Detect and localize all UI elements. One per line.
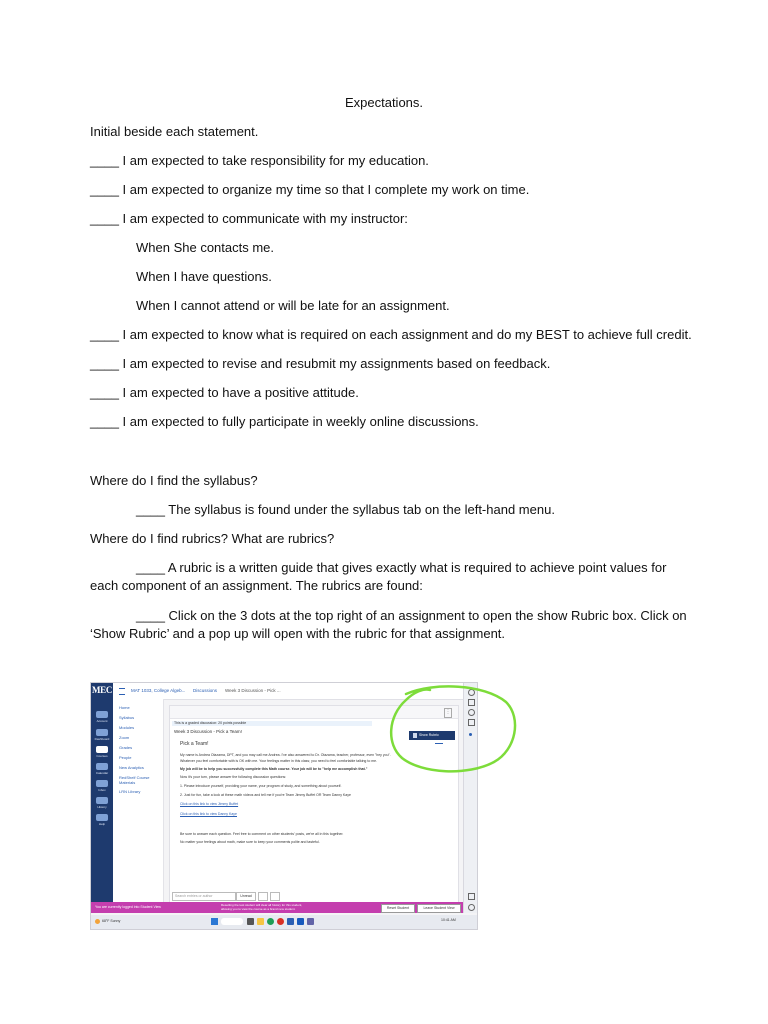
- course-menu-item[interactable]: LRN Library: [119, 789, 141, 794]
- account-icon[interactable]: [96, 711, 108, 718]
- dashboard-icon[interactable]: [96, 729, 108, 736]
- student-view-status: You are currently logged into Student View: [95, 905, 161, 909]
- student-view-message: Resetting the test student will clear all history for this student, allowing you to view the course as a brand new student.: [221, 903, 303, 911]
- body-line: My job will be to help you successfully complete this Math course. Your job will be to "help me accomplish that.": [180, 767, 368, 771]
- settings-icon[interactable]: [468, 904, 475, 911]
- nav-label: History: [97, 805, 107, 809]
- course-menu-item[interactable]: Grades: [119, 745, 133, 750]
- question-rubrics: Where do I find rubrics? What are rubrics?: [90, 531, 335, 546]
- folder-icon[interactable]: [257, 918, 264, 925]
- body-line: My name is Andrea Olazama, DPT, and you may call me Andrea. I've also answered to Dr. Olazama, teacher, professor, even "hey you".: [180, 753, 391, 757]
- taskview-icon[interactable]: [247, 918, 254, 925]
- global-nav: [91, 683, 113, 913]
- nav-label: Inbox: [98, 788, 106, 792]
- course-menu-item[interactable]: Modules: [119, 725, 135, 730]
- sub-item: When I cannot attend or will be late for an assignment.: [136, 298, 450, 313]
- show-rubric-label[interactable]: Show Rubric: [419, 733, 439, 737]
- statement-requirements: ____ I am expected to know what is required on each assignment and do my BEST to achieve full credit.: [90, 327, 692, 342]
- body-line: Whatever you feel comfortable with is OK with me. Your feelings matter in this class; you need to feel comfortable talking to me.: [180, 759, 378, 763]
- answer-rubric-line2: each component of an assignment. The rubrics are found:: [90, 578, 423, 593]
- breadcrumb-current: Week 3 Discussion - Pick ...: [225, 688, 281, 693]
- student-view-bar: [91, 902, 463, 913]
- course-menu-item[interactable]: Home: [119, 705, 130, 710]
- hamburger-icon[interactable]: [119, 688, 125, 695]
- answer-syllabus: ____ The syllabus is found under the syllabus tab on the left-hand menu.: [136, 502, 555, 517]
- video-link[interactable]: Click on this link to view Jimmy Buffet: [180, 802, 239, 806]
- statement-responsibility: ____ I am expected to take responsibility for my education.: [90, 153, 429, 168]
- course-menu: [113, 699, 164, 913]
- calendar-icon[interactable]: [96, 763, 108, 770]
- sub-item: When I have questions.: [136, 269, 272, 284]
- clock: 10:41 AM: [441, 918, 456, 922]
- discussion-heading: Pick a Team!: [180, 741, 209, 747]
- history-icon[interactable]: [96, 797, 108, 804]
- breadcrumb-course[interactable]: MAT 1033, College Algeb...: [131, 688, 186, 693]
- intro-text: Initial beside each statement.: [90, 124, 259, 139]
- taskbar-search-icon[interactable]: [221, 918, 243, 925]
- nav-label: Help: [98, 822, 106, 826]
- reset-student-button[interactable]: Reset Student: [381, 904, 415, 913]
- collapse-icon[interactable]: [270, 892, 280, 901]
- course-menu-item[interactable]: Zoom: [119, 735, 130, 740]
- word-icon[interactable]: [297, 918, 304, 925]
- windows-start-icon[interactable]: [211, 918, 218, 925]
- teams-icon[interactable]: [307, 918, 314, 925]
- outlook-icon[interactable]: [287, 918, 294, 925]
- answer-dots-line2: ‘Show Rubric’ and a pop up will open with the rubric for that assignment.: [90, 626, 506, 641]
- answer-dots-line1: ____ Click on the 3 dots at the top right of an assignment to open the show Rubric box. Click on: [136, 608, 687, 623]
- body-line: 1. Please introduce yourself, providing your name, your program of study, and something about yourself.: [180, 784, 342, 788]
- more-options-icon[interactable]: ⋮: [444, 708, 452, 718]
- nav-label: Calendar: [95, 771, 109, 775]
- statement-time: ____ I am expected to organize my time so that I complete my work on time.: [90, 182, 530, 197]
- statement-discussions: ____ I am expected to fully participate in weekly online discussions.: [90, 414, 479, 429]
- college-logo: MEC: [91, 685, 113, 695]
- unread-filter[interactable]: Unread: [236, 892, 256, 901]
- course-menu-item[interactable]: RedShelf Course Materials: [119, 775, 150, 785]
- footer-line: No matter your feelings about math, make sure to keep your comments polite and tasteful.: [180, 840, 320, 844]
- expand-icon[interactable]: [258, 892, 268, 901]
- graded-note: This is a graded discussion: 20 points possible: [174, 721, 247, 725]
- breadcrumb-discussions[interactable]: Discussions: [193, 688, 218, 693]
- chrome-icon[interactable]: [277, 918, 284, 925]
- weather-text: 68°F Sunny: [102, 919, 121, 923]
- discussion-title: Week 3 Discussion - Pick a Team!: [174, 729, 242, 734]
- answer-rubric-line1: ____ A rubric is a written guide that gives exactly what is required to achieve point values for: [136, 560, 667, 575]
- body-line: Now it's your turn, please answer the following discussion questions:: [180, 775, 287, 779]
- weather-icon[interactable]: [95, 919, 100, 924]
- nav-label: Account: [96, 719, 108, 723]
- nav-label: Courses: [96, 754, 108, 758]
- nav-label: Dashboard: [94, 737, 110, 741]
- statement-resubmit: ____ I am expected to revise and resubmit my assignments based on feedback.: [90, 356, 551, 371]
- search-input[interactable]: Search entries or author: [172, 892, 236, 901]
- inbox-icon[interactable]: [96, 780, 108, 787]
- video-link[interactable]: Click on this link to view Danny Kaye: [180, 812, 237, 816]
- question-syllabus: Where do I find the syllabus?: [90, 473, 258, 488]
- highlight-stroke: [391, 686, 515, 771]
- sidebar-icon[interactable]: [468, 893, 475, 900]
- help-icon[interactable]: [96, 814, 108, 821]
- highlight-circle: [384, 680, 524, 780]
- leave-student-view-button[interactable]: Leave Student View: [417, 904, 461, 913]
- footer-line: Be sure to answer each question. Feel free to comment on other students' posts, we're all in this together.: [180, 832, 344, 836]
- edge-icon[interactable]: [267, 918, 274, 925]
- course-menu-item[interactable]: Syllabus: [119, 715, 135, 720]
- windows-taskbar: [91, 915, 477, 929]
- courses-icon[interactable]: [96, 746, 108, 753]
- body-line: 2. Just for fun, take a look at these math videos and tell me if you're Team Jimmy Buffet OR Team Danny Kaye: [180, 793, 351, 797]
- sub-item: When She contacts me.: [136, 240, 275, 255]
- statement-communicate: ____ I am expected to communicate with my instructor:: [90, 211, 408, 226]
- course-menu-item[interactable]: People: [119, 755, 132, 760]
- course-menu-item[interactable]: New Analytics: [119, 765, 144, 770]
- statement-attitude: ____ I am expected to have a positive attitude.: [90, 385, 359, 400]
- page-title: Expectations.: [344, 95, 424, 110]
